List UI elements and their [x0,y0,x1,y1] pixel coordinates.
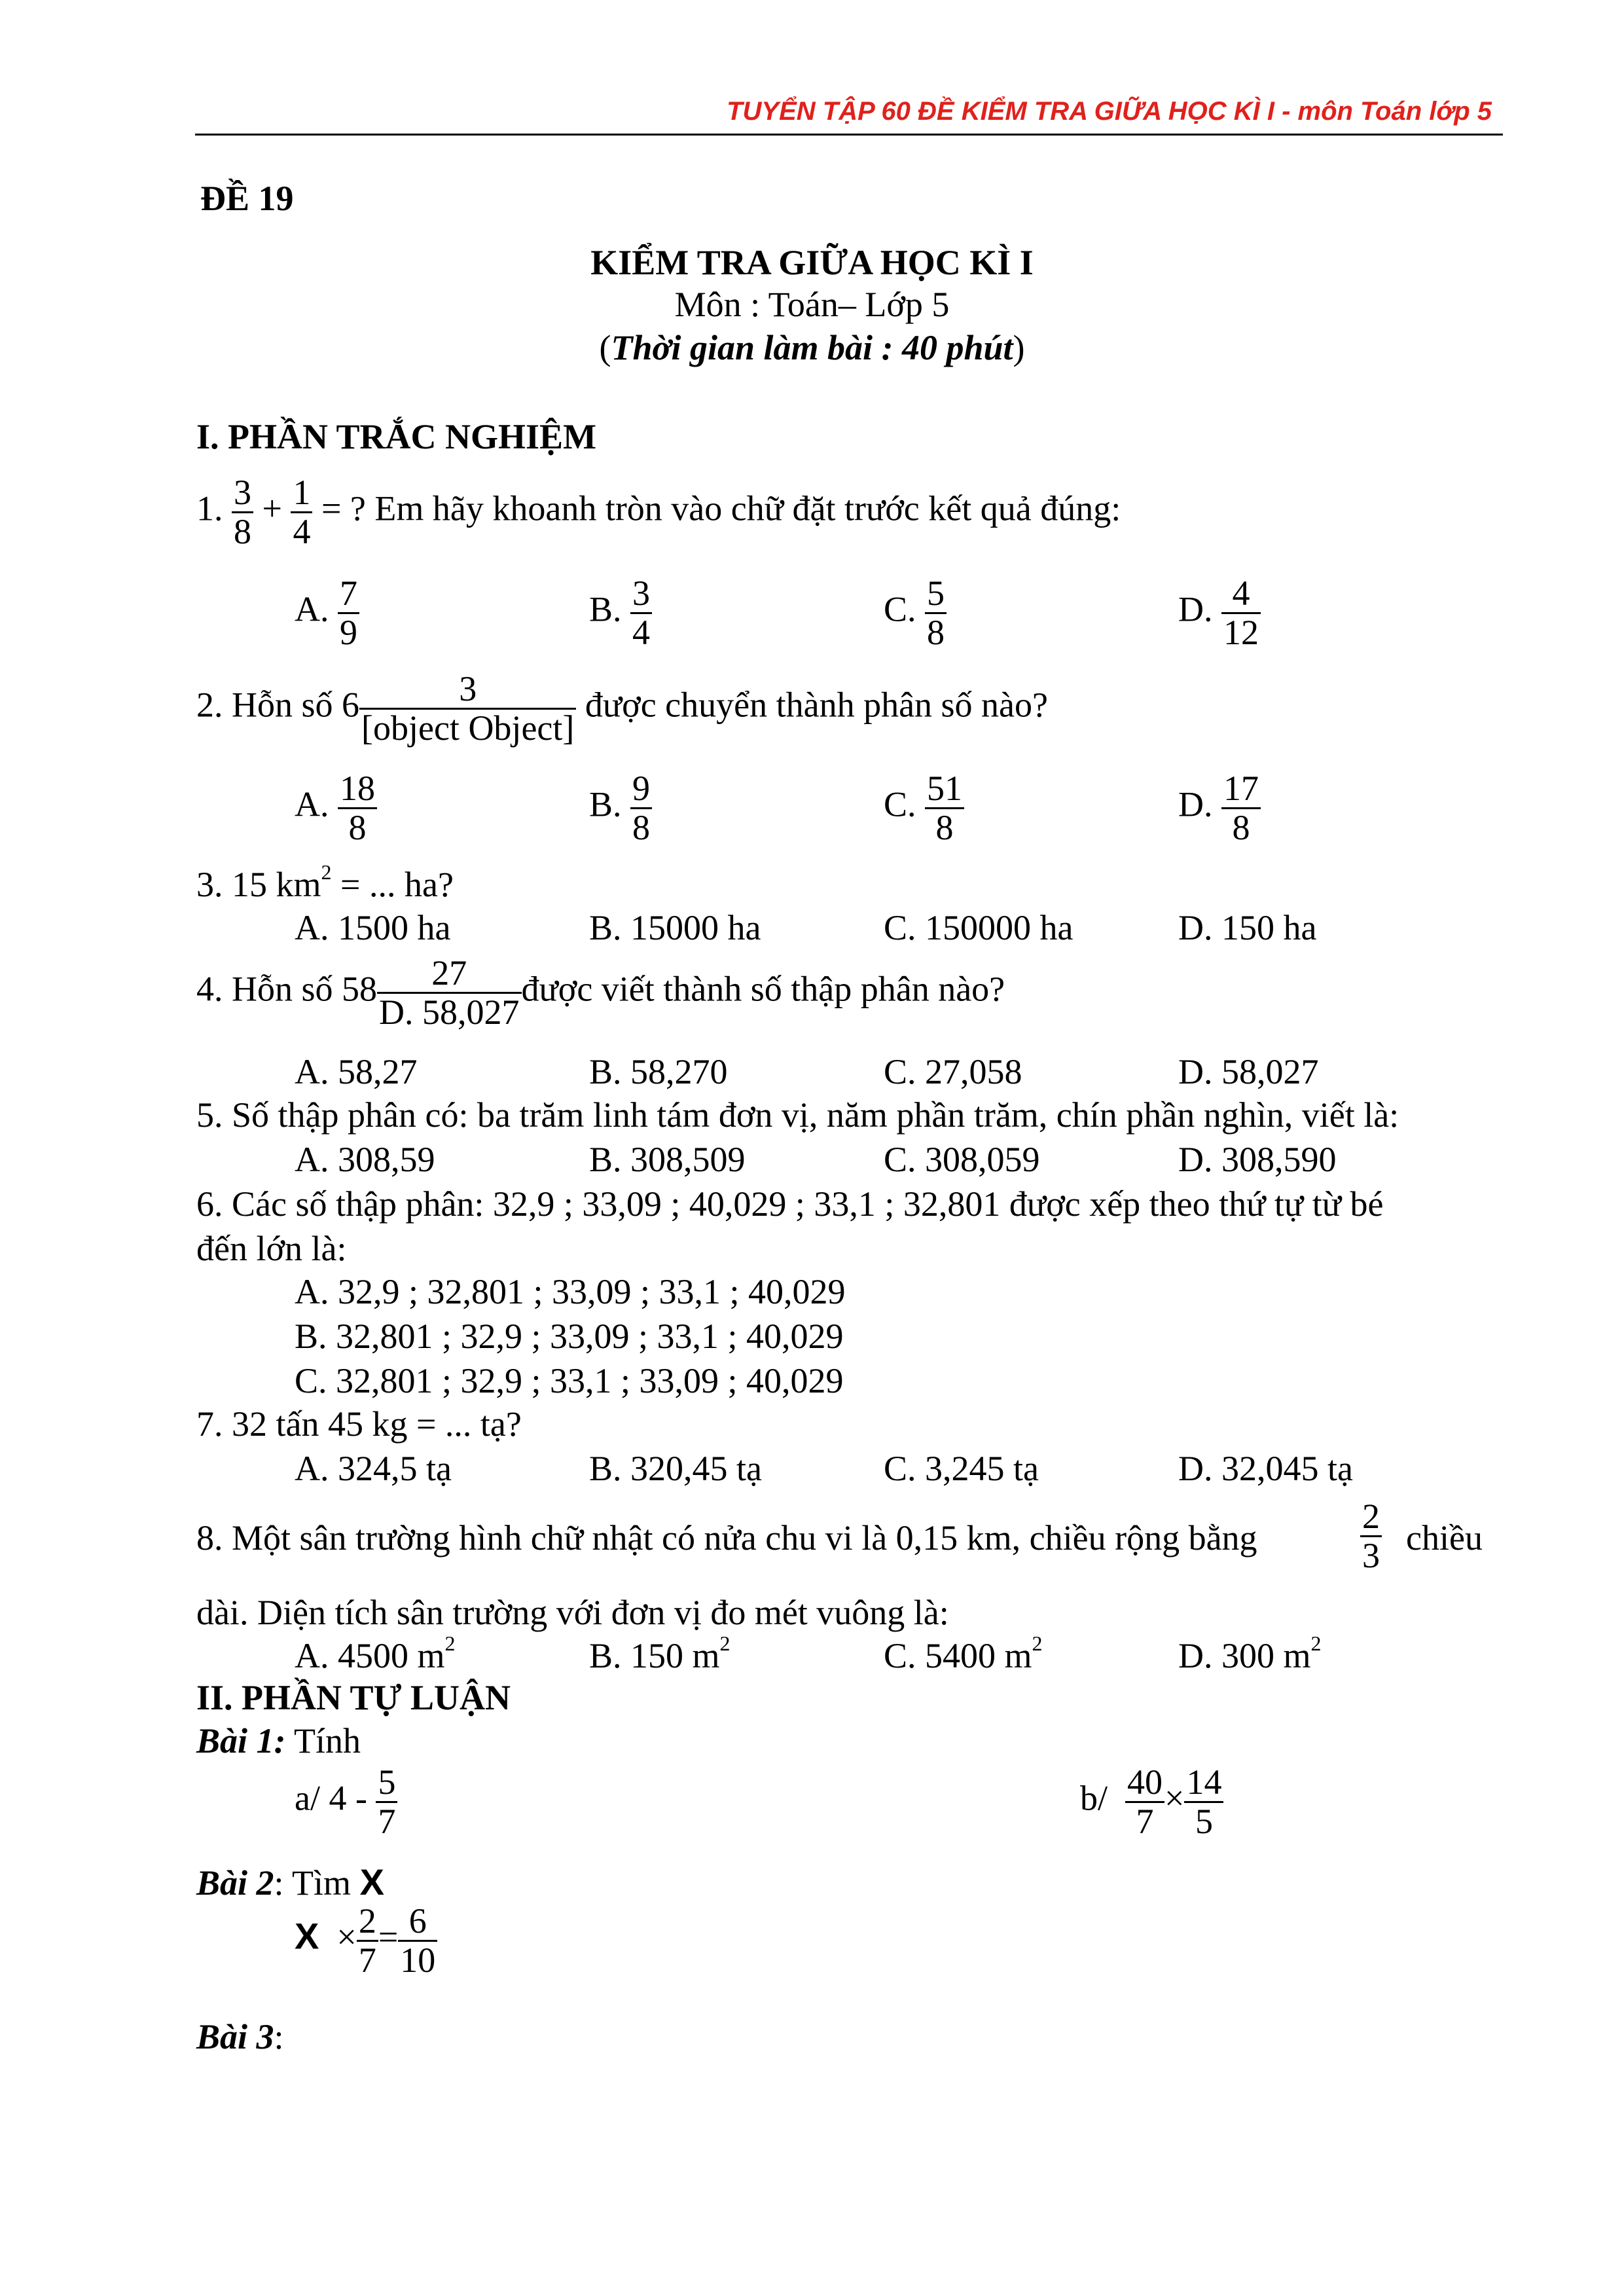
q2-option-d[interactable]: D. $\frac{17}{8}$ [1178,770,1261,846]
q8-option-a[interactable]: A. 4500 $m^2$ [295,1631,456,1675]
question-6: 6. Các số thập phân: 32,9 ; 33,09 ; 40,029 ; 33,1 ; 32,801 được xếp theo thứ tự từ bé [196,1184,1384,1224]
header-rule [195,134,1503,136]
q3-option-a[interactable]: A. 1500 ha [295,908,451,947]
exam-time: (Thời gian làm bài : 40 phút) [599,328,1025,367]
exercise-1a: a/ 4 - $\frac{5}{7}$ [295,1764,397,1840]
exam-subject: Môn : Toán– Lớp 5 [674,285,950,324]
part2-heading: II. PHẦN TỰ LUẬN [196,1678,511,1717]
fraction: $\frac{3}{\text{[object Object]}}$ [359,670,576,746]
question-8: 8. Một sân trường hình chữ nhật có nửa chu vi là 0,15 km, chiều rộng bằng [196,1518,1257,1558]
fraction: $\frac{1}{4}$ [291,474,312,550]
q2-option-b[interactable]: B. $\frac{9}{8}$ [589,770,652,846]
q6-option-a[interactable]: A. 32,9 ; 32,801 ; 33,09 ; 33,1 ; 40,029 [295,1272,846,1311]
q1-option-b[interactable]: B. $\frac{3}{4}$ [589,575,652,651]
question-6-cont: đến lớn là: [196,1229,347,1268]
exercise-2: Bài 2: Tìm X [196,1861,384,1903]
exercise-3: Bài 3: [196,2017,284,2056]
q6-option-c[interactable]: C. 32,801 ; 32,9 ; 33,1 ; 33,09 ; 40,029 [295,1361,844,1400]
q2-option-c[interactable]: C. $\frac{51}{8}$ [884,770,964,846]
exercise-1b: b/ $\frac{40}{7}$ × $\frac{14}{5}$ [1080,1764,1223,1840]
q3-option-c[interactable]: C. 150000 ha [884,908,1074,947]
part1-heading: I. PHẦN TRẮC NGHIỆM [196,417,597,456]
document-header: TUYỂN TẬP 60 ĐỀ KIỂM TRA GIỮA HỌC KÌ I - môn Toán lớp 5 [727,97,1492,126]
question-8-cont: dài. Diện tích sân trường với đơn vị đo mét vuông là: [196,1593,949,1632]
q4-option-d[interactable]: D. 58,027 [1178,1052,1319,1091]
question-5: 5. Số thập phân có: ba trăm linh tám đơn vị, năm phần trăm, chín phần nghìn, viết là: [196,1095,1399,1135]
q4-option-b[interactable]: B. 58,270 [589,1052,728,1091]
q8-fraction: $\frac{2}{3}$ [1360,1498,1382,1574]
q5-option-c[interactable]: C. 308,059 [884,1140,1040,1179]
q1-option-a[interactable]: A. $\frac{7}{9}$ [295,575,359,651]
fraction: $\frac{3}{8}$ [232,474,253,550]
q1-option-c[interactable]: C. $\frac{5}{8}$ [884,575,947,651]
question-1: 1. $\frac{3}{8}$ + $\frac{1}{4}$ = ? Em hãy khoanh tròn vào chữ đặt trước kết quả đúng: [196,473,1121,551]
exercise-2-equation: X × $\frac{2}{7}$ = $\frac{6}{10}$ [295,1903,437,1978]
question-4: 4. Hỗn số 58 $\frac{27}{D. 58,027}$ được viết thành số thập phân nào? [196,953,1005,1032]
q8-option-d[interactable]: D. 300 $m^2$ [1178,1631,1322,1675]
q8-option-c[interactable]: C. 5400 $m^2$ [884,1631,1043,1675]
q4-option-a[interactable]: A. 58,27 [295,1052,418,1091]
exercise-1: Bài 1: Tính [196,1721,361,1760]
fraction: $\frac{27}{D. 58,027}$ [377,955,522,1030]
q3-option-d[interactable]: D. 150 ha [1178,908,1317,947]
question-2: 2. Hỗn số 6 $\frac{3}{\text{[object Object]}}$ được chuyển thành phân số nào? [196,669,1048,748]
question-8-tail: chiều [1406,1518,1483,1558]
exam-title: KIỂM TRA GIỮA HỌC KÌ I [590,243,1034,282]
q6-option-b[interactable]: B. 32,801 ; 32,9 ; 33,09 ; 33,1 ; 40,029 [295,1317,844,1356]
q3-option-b[interactable]: B. 15000 ha [589,908,761,947]
q5-option-d[interactable]: D. 308,590 [1178,1140,1337,1179]
q1-option-d[interactable]: D. $\frac{4}{12}$ [1178,575,1261,651]
q5-option-b[interactable]: B. 308,509 [589,1140,746,1179]
q4-option-c[interactable]: C. 27,058 [884,1052,1022,1091]
q7-option-a[interactable]: A. 324,5 tạ [295,1449,452,1488]
q7-option-b[interactable]: B. 320,45 tạ [589,1449,762,1488]
q7-option-d[interactable]: D. 32,045 tạ [1178,1449,1353,1488]
question-7: 7. 32 tấn 45 kg = ... tạ? [196,1404,522,1444]
q5-option-a[interactable]: A. 308,59 [295,1140,435,1179]
question-3: 3. 15 $km^2$ = ... ha? [196,860,454,904]
q7-option-c[interactable]: C. 3,245 tạ [884,1449,1039,1488]
exam-number: ĐỀ 19 [200,179,294,218]
q8-option-b[interactable]: B. 150 $m^2$ [589,1631,731,1675]
q2-option-a[interactable]: A. $\frac{18}{8}$ [295,770,377,846]
